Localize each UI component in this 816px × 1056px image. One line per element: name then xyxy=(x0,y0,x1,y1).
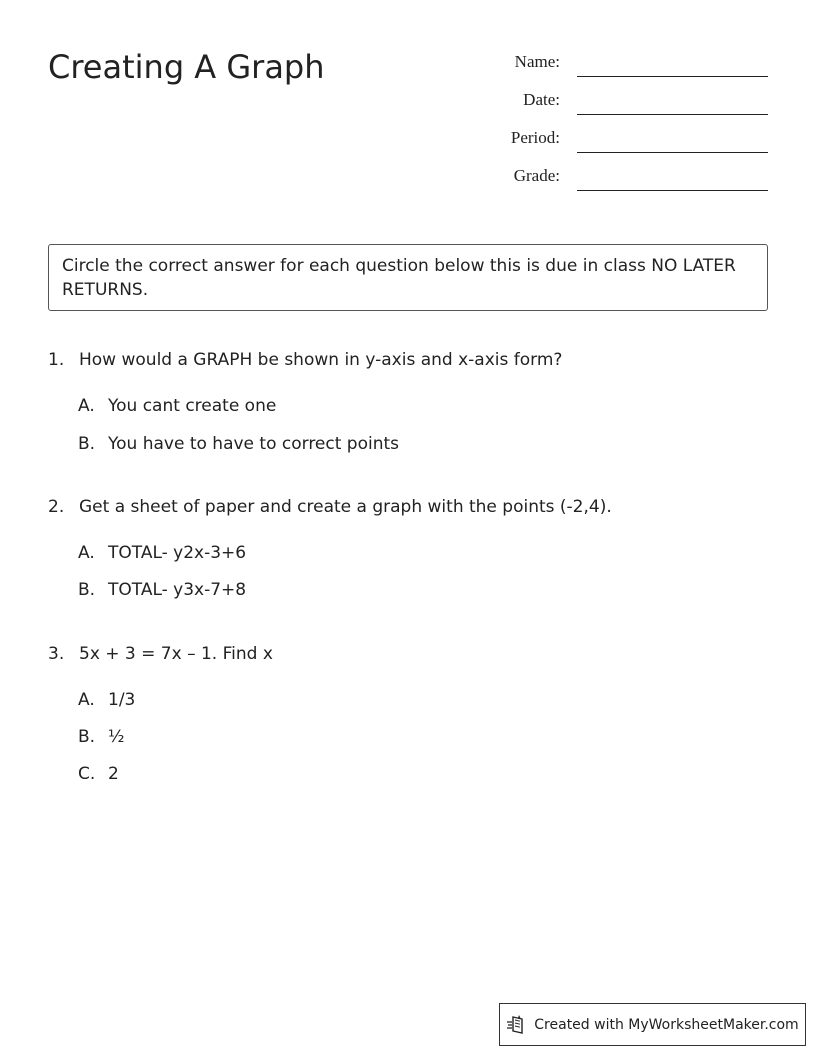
answer-letter: B. xyxy=(78,580,96,600)
period-field[interactable] xyxy=(490,128,768,166)
answer-option[interactable] xyxy=(78,690,135,710)
answer-option[interactable] xyxy=(78,727,124,747)
question-number: 3. xyxy=(48,644,65,664)
answer-text: 1/3 xyxy=(108,690,136,710)
question-number: 2. xyxy=(48,497,65,517)
question-number: 1. xyxy=(48,350,65,370)
grade-field-line[interactable] xyxy=(577,190,768,191)
answer-text: TOTAL- y3x-7+8 xyxy=(108,580,247,600)
answer-text: TOTAL- y2x-3+6 xyxy=(108,543,247,563)
answer-option[interactable] xyxy=(78,580,246,600)
question-text: Get a sheet of paper and create a graph with the points (-2,4). xyxy=(79,497,612,517)
name-field-label: Name: xyxy=(514,52,560,71)
answer-letter: A. xyxy=(78,396,95,416)
answer-text: You cant create one xyxy=(108,396,277,416)
question-text: 5x + 3 = 7x – 1. Find x xyxy=(79,644,273,664)
name-field-line[interactable] xyxy=(577,76,768,77)
question-1 xyxy=(48,350,562,370)
answer-letter: B. xyxy=(78,434,96,454)
student-info-fields xyxy=(490,52,768,204)
answer-option[interactable] xyxy=(78,543,246,563)
answer-text: 2 xyxy=(108,764,119,784)
instructions-box: Circle the correct answer for each question below this is due in class NO LATER RETURNS. xyxy=(48,244,768,311)
answer-letter: A. xyxy=(78,690,95,710)
answer-option[interactable] xyxy=(78,396,276,416)
period-field-line[interactable] xyxy=(577,152,768,153)
date-field-label: Date: xyxy=(523,90,560,109)
worksheet-title: Creating A Graph xyxy=(48,48,325,86)
answer-letter: C. xyxy=(78,764,96,784)
answer-letter: B. xyxy=(78,727,96,747)
question-text: How would a GRAPH be shown in y-axis and x-axis form? xyxy=(79,350,563,370)
grade-field-label: Grade: xyxy=(513,166,560,185)
footer-credit[interactable] xyxy=(499,1003,806,1046)
answer-option[interactable] xyxy=(78,434,399,454)
date-field-line[interactable] xyxy=(577,114,768,115)
myworksheetmaker-logo-icon xyxy=(506,1014,528,1036)
footer-text: Created with MyWorksheetMaker.com xyxy=(534,1016,799,1033)
period-field-label: Period: xyxy=(510,128,560,147)
question-2 xyxy=(48,497,612,517)
question-3 xyxy=(48,644,273,664)
date-field[interactable] xyxy=(490,90,768,128)
answer-text: You have to have to correct points xyxy=(108,434,400,454)
answer-text: ½ xyxy=(108,727,125,747)
name-field[interactable] xyxy=(490,52,768,90)
grade-field[interactable] xyxy=(490,166,768,204)
answer-letter: A. xyxy=(78,543,95,563)
answer-option[interactable] xyxy=(78,764,119,784)
